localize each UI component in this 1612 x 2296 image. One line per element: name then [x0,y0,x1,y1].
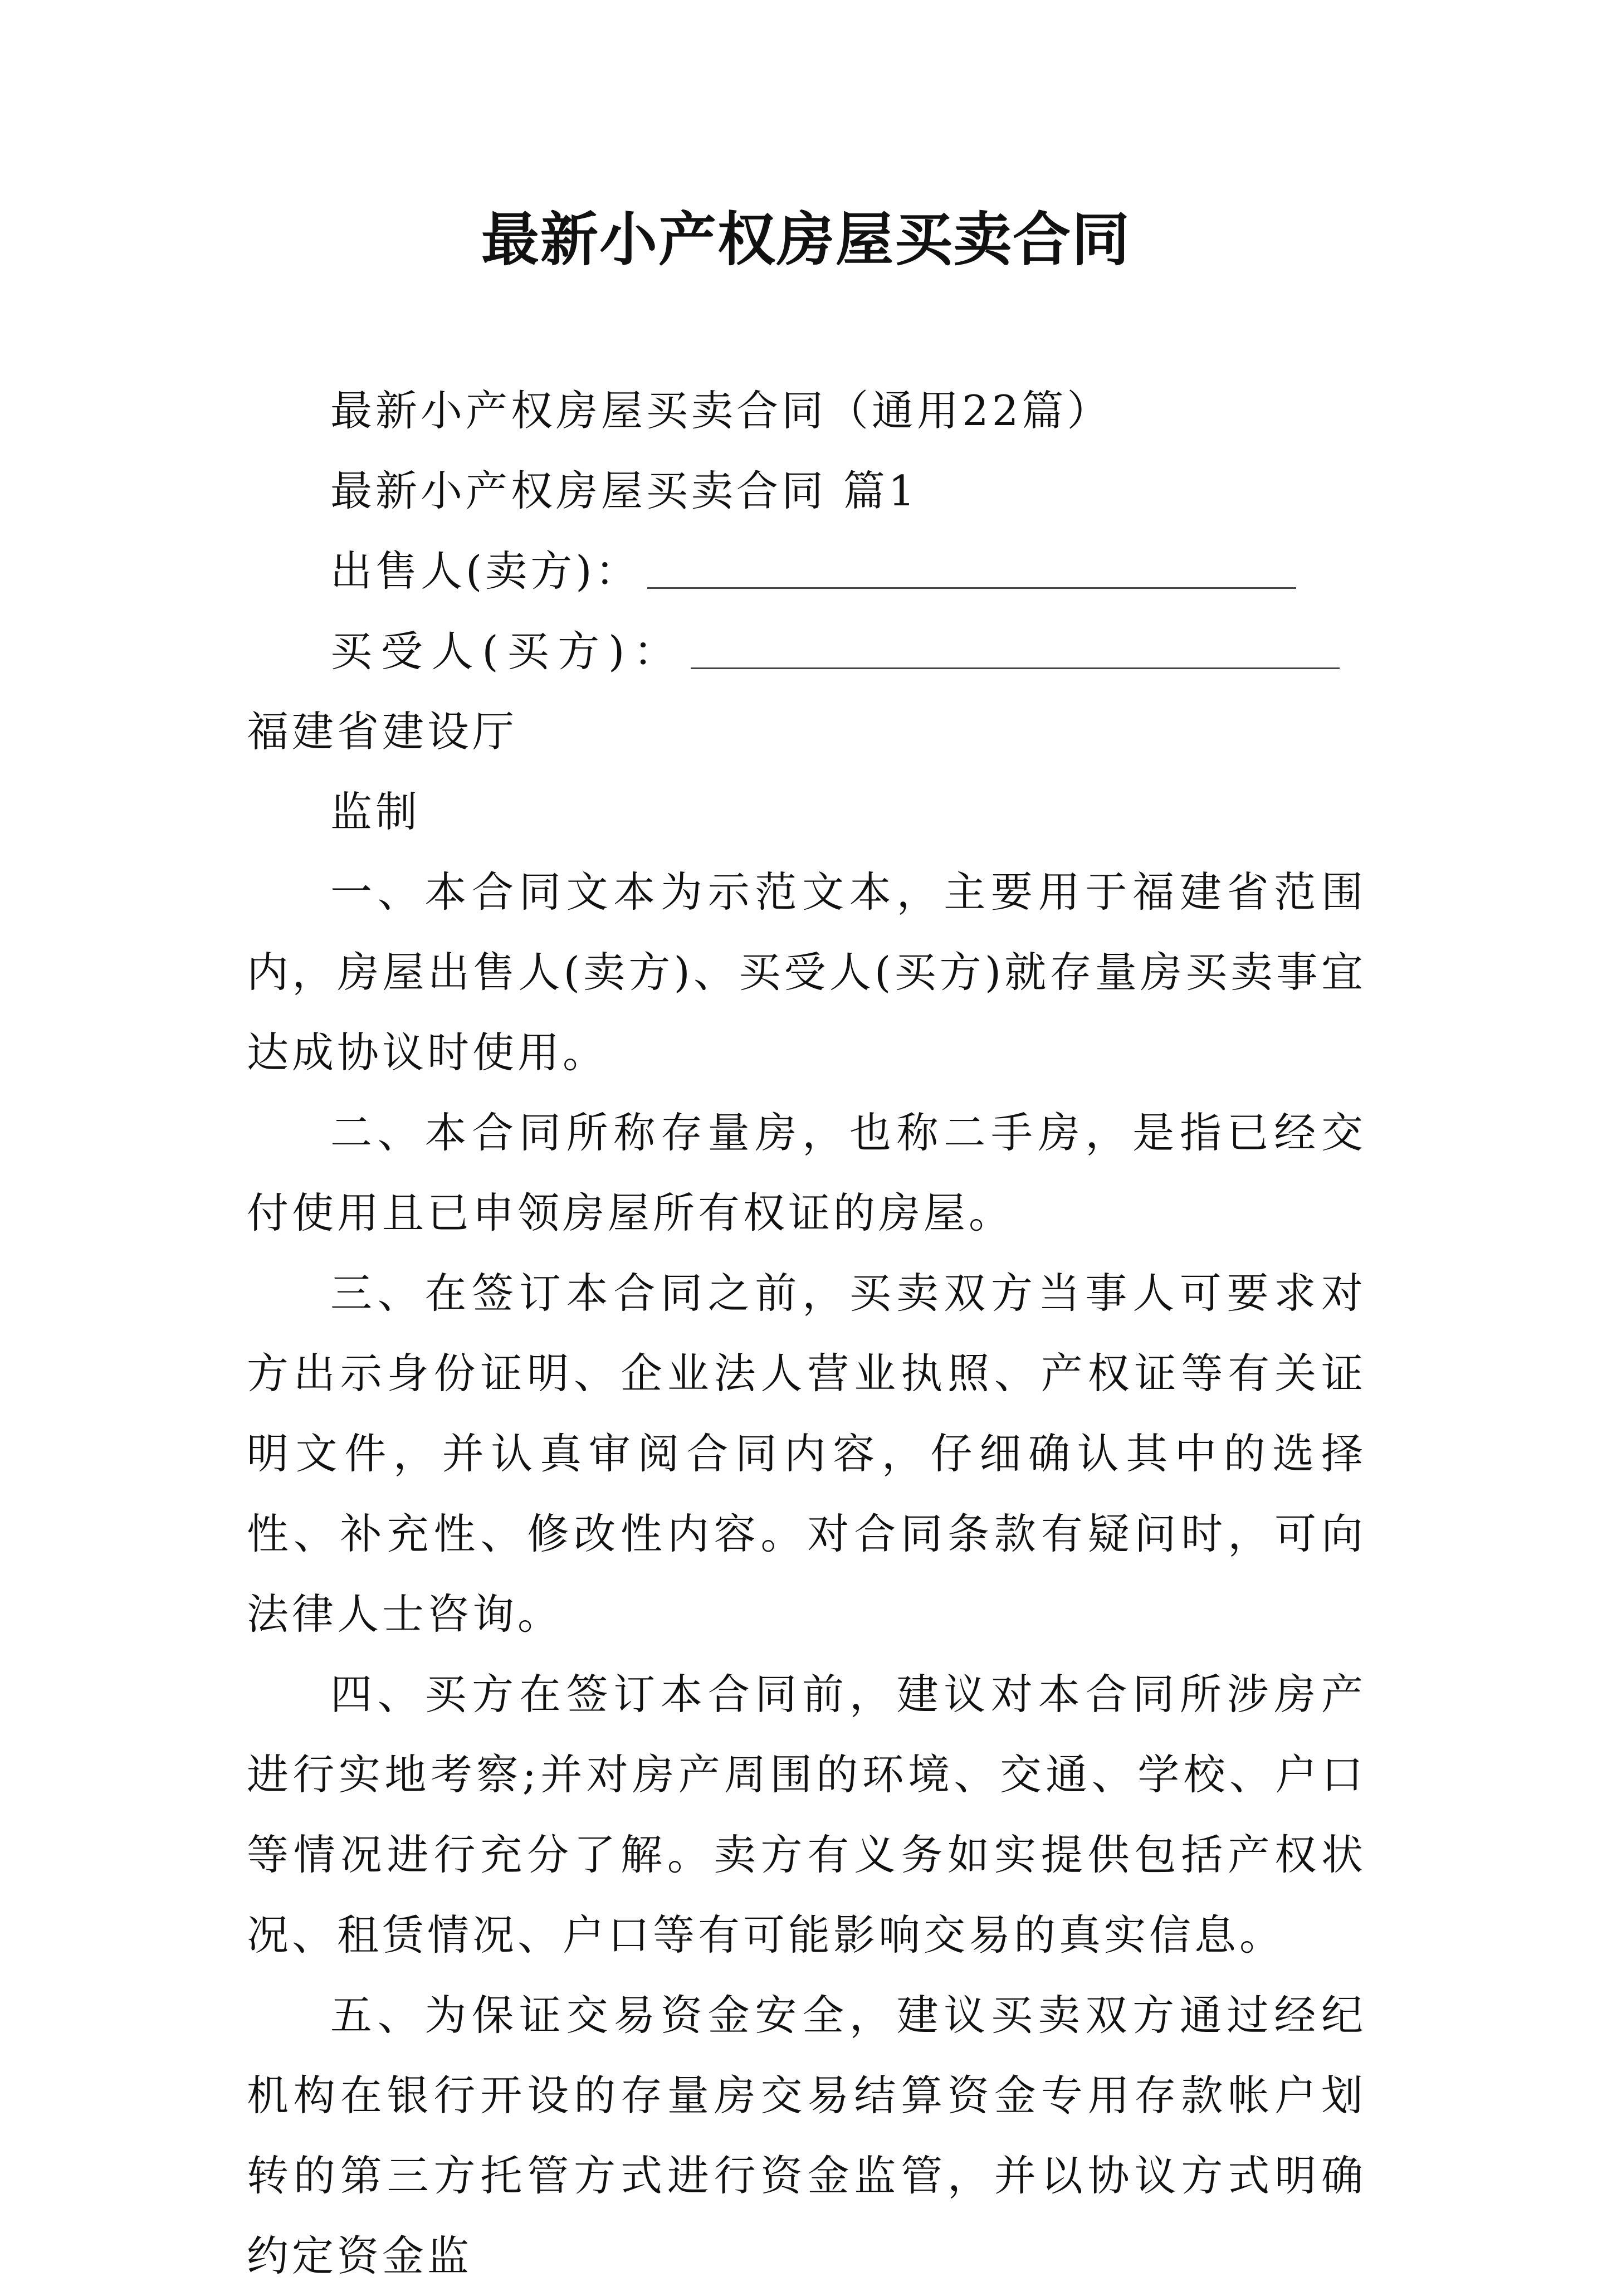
seller-label: 出售人(卖方)： [330,547,641,596]
paragraph-4: 四、买方在签订本合同前，建议对本合同所涉房产进行实地考察;并对房产周围的环境、交通、学校、户口等情况进行充分了解。卖方有义务如实提供包括产权状况、租赁情况、户口等有可能影响交易的真实信息。 [247,1670,1366,1959]
issuer-line: 福建省建设厅 [247,707,518,756]
seller-line [247,531,1366,611]
page-title: 最新小产权房屋买卖合同 [481,205,1131,274]
paragraph-2: 二、本合同所称存量房，也称二手房，是指已经交付使用且已申领房屋所有权证的房屋。 [247,1108,1366,1237]
document-subtitle: 最新小产权房屋买卖合同（通用22篇） [330,386,1112,435]
buyer-blank [691,617,1340,669]
document-body [247,371,1366,2296]
paragraph-3: 三、在签订本合同之前，买卖双方当事人可要求对方出示身份证明、企业法人营业执照、产权证等有关证明文件，并认真审阅合同内容，仔细确认其中的选择性、补充性、修改性内容。对合同条款有疑问时，可向法律人士咨询。 [247,1269,1366,1639]
paragraph-5: 五、为保证交易资金安全，建议买卖双方通过经纪机构在银行开设的存量房交易结算资金专用存款帐户划转的第三方托管方式进行资金监管，并以协议方式明确约定资金监 [247,1991,1366,2280]
seller-blank [647,537,1296,589]
paragraph-1: 一、本合同文本为示范文本，主要用于福建省范围内，房屋出售人(卖方)、买受人(买方)就存量房买卖事宜达成协议时使用。 [247,867,1366,1077]
supervision-label: 监制 [330,787,421,836]
section-heading: 最新小产权房屋买卖合同 篇1 [330,466,919,515]
buyer-label: 买受人(买方)： [330,627,684,676]
buyer-line [247,611,1366,772]
